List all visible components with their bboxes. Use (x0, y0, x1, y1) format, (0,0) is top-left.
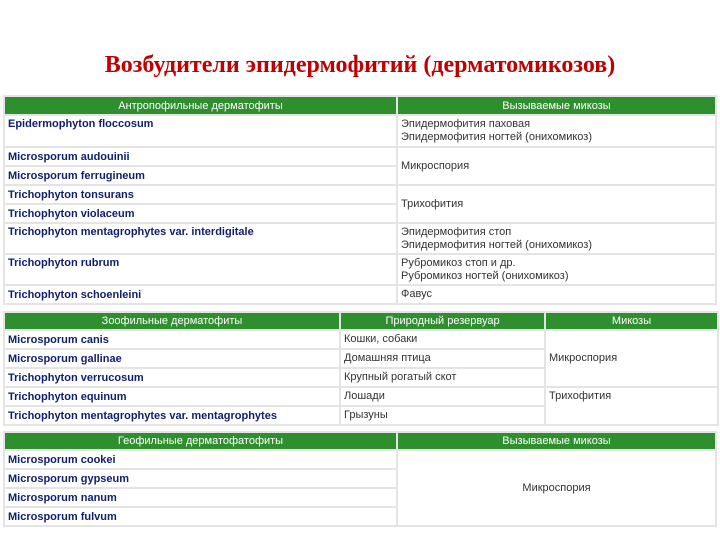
organism-cell: Microsporum canis (5, 331, 339, 348)
organism-cell: Trichophyton tonsurans (5, 186, 396, 203)
mycosis-line: Эпидермофития ногтей (онихомикоз) (401, 131, 593, 143)
organism-cell: Microsporum nanum (5, 489, 396, 506)
reservoir-cell: Кошки, собаки (341, 331, 544, 348)
mycosis-cell (398, 255, 715, 284)
column-header: Природный резервуар (341, 313, 544, 329)
reservoir-cell: Лошади (341, 388, 544, 405)
reservoir-cell: Грызуны (341, 407, 544, 424)
mycosis-cell: Трихофития (398, 186, 715, 222)
mycosis-cell: Микроспория (398, 148, 715, 184)
organism-cell: Trichophyton equinum (5, 388, 339, 405)
column-header: Геофильные дерматофатофиты (5, 433, 396, 449)
zoophilic-table (3, 311, 719, 426)
reservoir-cell: Домашняя птица (341, 350, 544, 367)
organism-cell: Microsporum ferrugineum (5, 167, 396, 184)
mycosis-cell: Фавус (398, 286, 715, 303)
mycosis-cell: Микроспория (546, 331, 717, 386)
organism-cell: Trichophyton mentagrophytes var. interdigitale (5, 224, 396, 253)
mycosis-cell: Микроспория (398, 451, 715, 525)
organism-cell: Microsporum cookei (5, 451, 396, 468)
mycosis-line: Эпидермофития стоп (401, 225, 512, 238)
mycosis-line: Эпидермофития ногтей (онихомикоз) (401, 238, 593, 251)
mycosis-line: Эпидермофития паховая (401, 118, 531, 130)
anthropophilic-table (3, 95, 717, 305)
organism-cell: Microsporum fulvum (5, 508, 396, 525)
mycosis-line: Рубромикоз стоп и др. (401, 256, 516, 269)
organism-cell: Trichophyton schoenleini (5, 286, 396, 303)
page-title: Возбудители эпидермофитий (дерматомикозов) (104, 52, 616, 78)
column-header: Микозы (546, 313, 717, 329)
organism-cell: Microsporum gypseum (5, 470, 396, 487)
reservoir-cell: Крупный рогатый скот (341, 369, 544, 386)
organism-cell: Trichophyton rubrum (5, 255, 396, 284)
mycosis-cell: Трихофития (546, 388, 717, 424)
organism-cell: Trichophyton violaceum (5, 205, 396, 222)
organism-cell: Microsporum audouinii (5, 148, 396, 165)
organism-cell: Epidermophyton floccosum (5, 116, 396, 146)
column-header: Антропофильные дерматофиты (5, 97, 396, 114)
organism-cell: Trichophyton verrucosum (5, 369, 339, 386)
organism-cell: Microsporum gallinae (5, 350, 339, 367)
column-header: Вызываемые микозы (398, 433, 715, 449)
column-header: Вызываемые микозы (398, 97, 715, 114)
column-header: Зоофильные дерматофиты (5, 313, 339, 329)
organism-cell: Trichophyton mentagrophytes var. mentagrophytes (5, 407, 339, 424)
mycosis-cell (398, 224, 715, 253)
mycosis-line: Рубромикоз ногтей (онихомикоз) (401, 269, 569, 282)
geophilic-table (3, 431, 717, 527)
mycosis-cell (398, 116, 715, 146)
